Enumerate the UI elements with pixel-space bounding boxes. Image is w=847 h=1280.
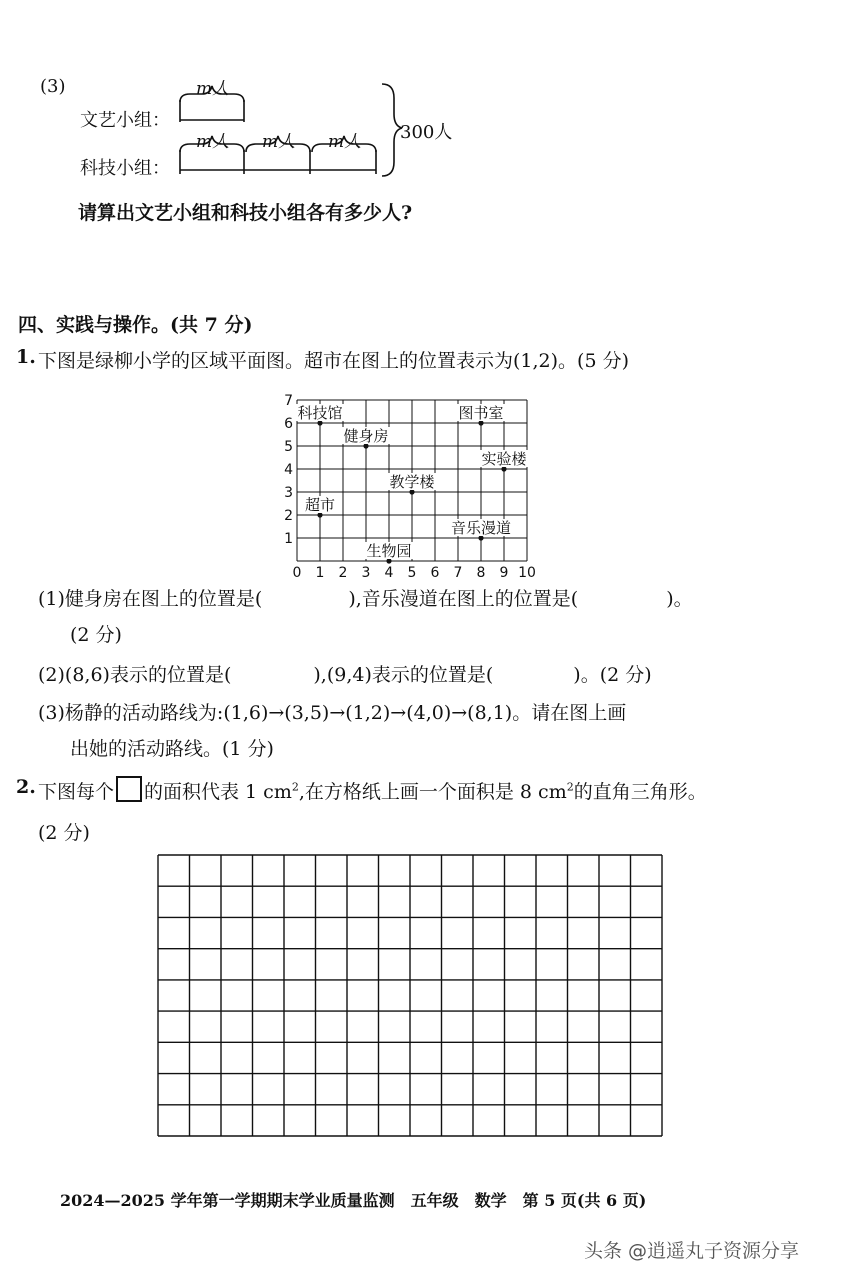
art-m-label: m人 bbox=[196, 79, 230, 99]
total-brace bbox=[382, 84, 402, 176]
watermark: 头条 @逍遥丸子资源分享 bbox=[584, 1240, 800, 1262]
q2-text-c: ,在方格纸上画一个面积是 8 cm bbox=[298, 781, 567, 803]
q2-text bbox=[38, 776, 707, 804]
map-place-label: 生物园 bbox=[366, 542, 412, 560]
q1-sub2-part-b: ),(9,4)表示的位置是( bbox=[313, 664, 494, 686]
part3-number: (3) bbox=[40, 76, 66, 97]
map-x-tick: 2 bbox=[338, 565, 348, 580]
q2-score: (2 分) bbox=[38, 822, 90, 844]
art-brace bbox=[180, 86, 244, 102]
q1-sub2 bbox=[38, 660, 652, 687]
map-x-tick: 5 bbox=[407, 565, 417, 580]
map-place-label: 科技馆 bbox=[297, 404, 343, 422]
art-group-label: 文艺小组： bbox=[80, 110, 170, 131]
tech-brace-2 bbox=[246, 136, 310, 152]
q1-sub1-part-a: (1)健身房在图上的位置是( bbox=[38, 588, 263, 610]
q1-sub2-part-a: (2)(8,6)表示的位置是( bbox=[38, 664, 232, 686]
tech-brace-1 bbox=[180, 136, 244, 152]
total-label: 300人 bbox=[400, 122, 453, 143]
map-place-label: 教学楼 bbox=[389, 473, 435, 491]
map-y-tick: 1 bbox=[284, 531, 293, 547]
q1-sub3-line1: (3)杨静的活动路线为:(1,6)→(3,5)→(1,2)→(4,0)→(8,1)。请在图上画 bbox=[38, 702, 627, 724]
map-x-tick: 3 bbox=[361, 565, 371, 580]
q1-sub1-part-b: ),音乐漫道在图上的位置是( bbox=[348, 588, 579, 610]
q2-text-a: 下图每个 bbox=[38, 781, 115, 803]
q1-sub3-line2: 出她的活动路线。(1 分) bbox=[70, 738, 274, 760]
map-place-label: 实验楼 bbox=[481, 450, 527, 468]
part3-question: 请算出文艺小组和科技小组各有多少人? bbox=[78, 202, 413, 224]
map-x-tick: 1 bbox=[315, 565, 325, 580]
q1-sub1 bbox=[38, 584, 693, 611]
unit-square-icon bbox=[116, 776, 142, 802]
tech-m-label-1: m人 bbox=[196, 132, 230, 152]
q1-text: 下图是绿柳小学的区域平面图。超市在图上的位置表示为(1,2)。(5 分) bbox=[38, 350, 629, 372]
map-y-tick: 5 bbox=[284, 439, 293, 455]
map-x-tick: 0 bbox=[292, 565, 302, 580]
map-place-label: 健身房 bbox=[343, 427, 389, 445]
q2-number: 2. bbox=[16, 776, 36, 798]
tech-m-label-2: m人 bbox=[262, 132, 296, 152]
map-y-tick: 4 bbox=[284, 462, 293, 478]
q2-text-b: 的面积代表 1 cm bbox=[144, 781, 292, 803]
map-place-label: 图书室 bbox=[458, 404, 504, 422]
page-footer: 2024—2025 学年第一学期期末学业质量监测 五年级 数学 第 5 页(共 6 页) bbox=[60, 1191, 647, 1210]
map-x-tick: 6 bbox=[430, 565, 440, 580]
map-x-tick: 7 bbox=[453, 565, 463, 580]
map-x-tick: 8 bbox=[476, 565, 486, 580]
q1-number: 1. bbox=[16, 346, 36, 368]
tech-segment bbox=[180, 150, 376, 174]
campus-coordinate-map bbox=[280, 385, 540, 580]
tech-brace-3 bbox=[312, 136, 376, 152]
map-x-tick: 4 bbox=[384, 565, 394, 580]
map-y-tick: 3 bbox=[284, 485, 293, 501]
section4-heading: 四、实践与操作。(共 7 分) bbox=[18, 314, 253, 336]
map-y-tick: 7 bbox=[284, 393, 293, 409]
tech-group-label: 科技小组： bbox=[80, 158, 170, 179]
q2-sup-2: 2 bbox=[566, 780, 574, 794]
segment-bracket-diagram bbox=[170, 70, 410, 190]
map-place-label: 音乐漫道 bbox=[450, 519, 512, 537]
map-y-tick: 2 bbox=[284, 508, 293, 524]
q1-sub1-part-c: )。 bbox=[666, 588, 693, 610]
q1-sub1-score: (2 分) bbox=[70, 624, 122, 646]
tech-m-label-3: m人 bbox=[328, 132, 362, 152]
q1-sub2-part-c: )。(2 分) bbox=[573, 664, 652, 686]
map-x-tick: 9 bbox=[499, 565, 509, 580]
map-place-label: 超市 bbox=[304, 496, 336, 514]
map-y-tick: 6 bbox=[284, 416, 293, 432]
q2-text-d: 的直角三角形。 bbox=[573, 781, 707, 803]
q2-sup-1: 2 bbox=[291, 780, 299, 794]
drawing-grid-paper[interactable] bbox=[156, 853, 664, 1138]
map-x-tick: 10 bbox=[518, 565, 536, 580]
art-segment bbox=[180, 100, 244, 122]
